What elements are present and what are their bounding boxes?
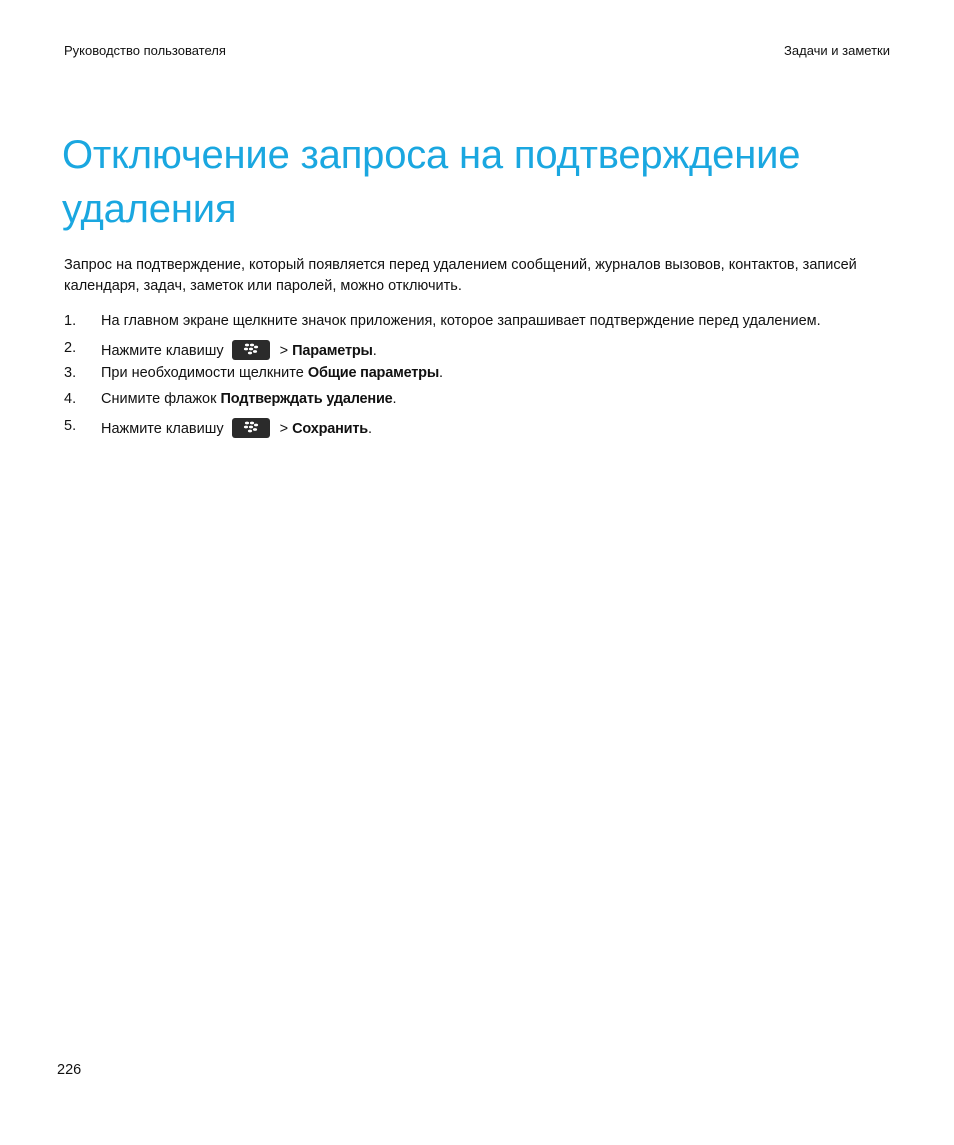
menu-separator: > [279, 421, 289, 437]
checkbox-confirm-delete: Подтверждать удаление [220, 391, 393, 407]
step-1 [64, 312, 894, 331]
step-2 [64, 338, 894, 364]
running-header-right: Задачи и заметки [784, 43, 890, 58]
blackberry-menu-key-icon [232, 418, 270, 438]
step-number: 3. [64, 365, 77, 381]
blackberry-menu-key-icon [232, 340, 270, 360]
step-3 [64, 364, 894, 383]
step-text: При необходимости щелкните [101, 365, 304, 381]
menu-separator: > [279, 343, 289, 359]
step-suffix: . [439, 365, 444, 381]
step-5 [64, 416, 894, 442]
running-header-left: Руководство пользователя [64, 43, 226, 58]
step-number: 4. [64, 391, 77, 407]
page-number: 226 [57, 1062, 82, 1078]
menu-item-parameters: Параметры [292, 343, 373, 359]
step-text: На главном экране щелкните значок приложения, которое запрашивает подтверждение перед удалением. [101, 313, 821, 329]
steps-list [64, 312, 894, 442]
step-number: 2. [64, 340, 77, 356]
menu-item-save: Сохранить [292, 421, 368, 437]
step-text: Нажмите клавишу [101, 343, 224, 359]
option-general-parameters: Общие параметры [307, 365, 440, 381]
step-suffix: . [372, 343, 377, 359]
page-title: Отключение запроса на подтверждение удаления [62, 133, 801, 231]
step-number: 1. [64, 313, 77, 329]
intro-paragraph: Запрос на подтверждение, который появляется перед удалением сообщений, журналов вызовов, контактов, записей календаря, задач, заметок или паролей, можно отключить. [64, 257, 857, 294]
step-suffix: . [392, 391, 397, 407]
step-4 [64, 390, 894, 409]
step-number: 5. [64, 418, 77, 434]
step-text: Снимите флажок [101, 391, 217, 407]
step-suffix: . [368, 421, 373, 437]
step-text: Нажмите клавишу [101, 421, 224, 437]
